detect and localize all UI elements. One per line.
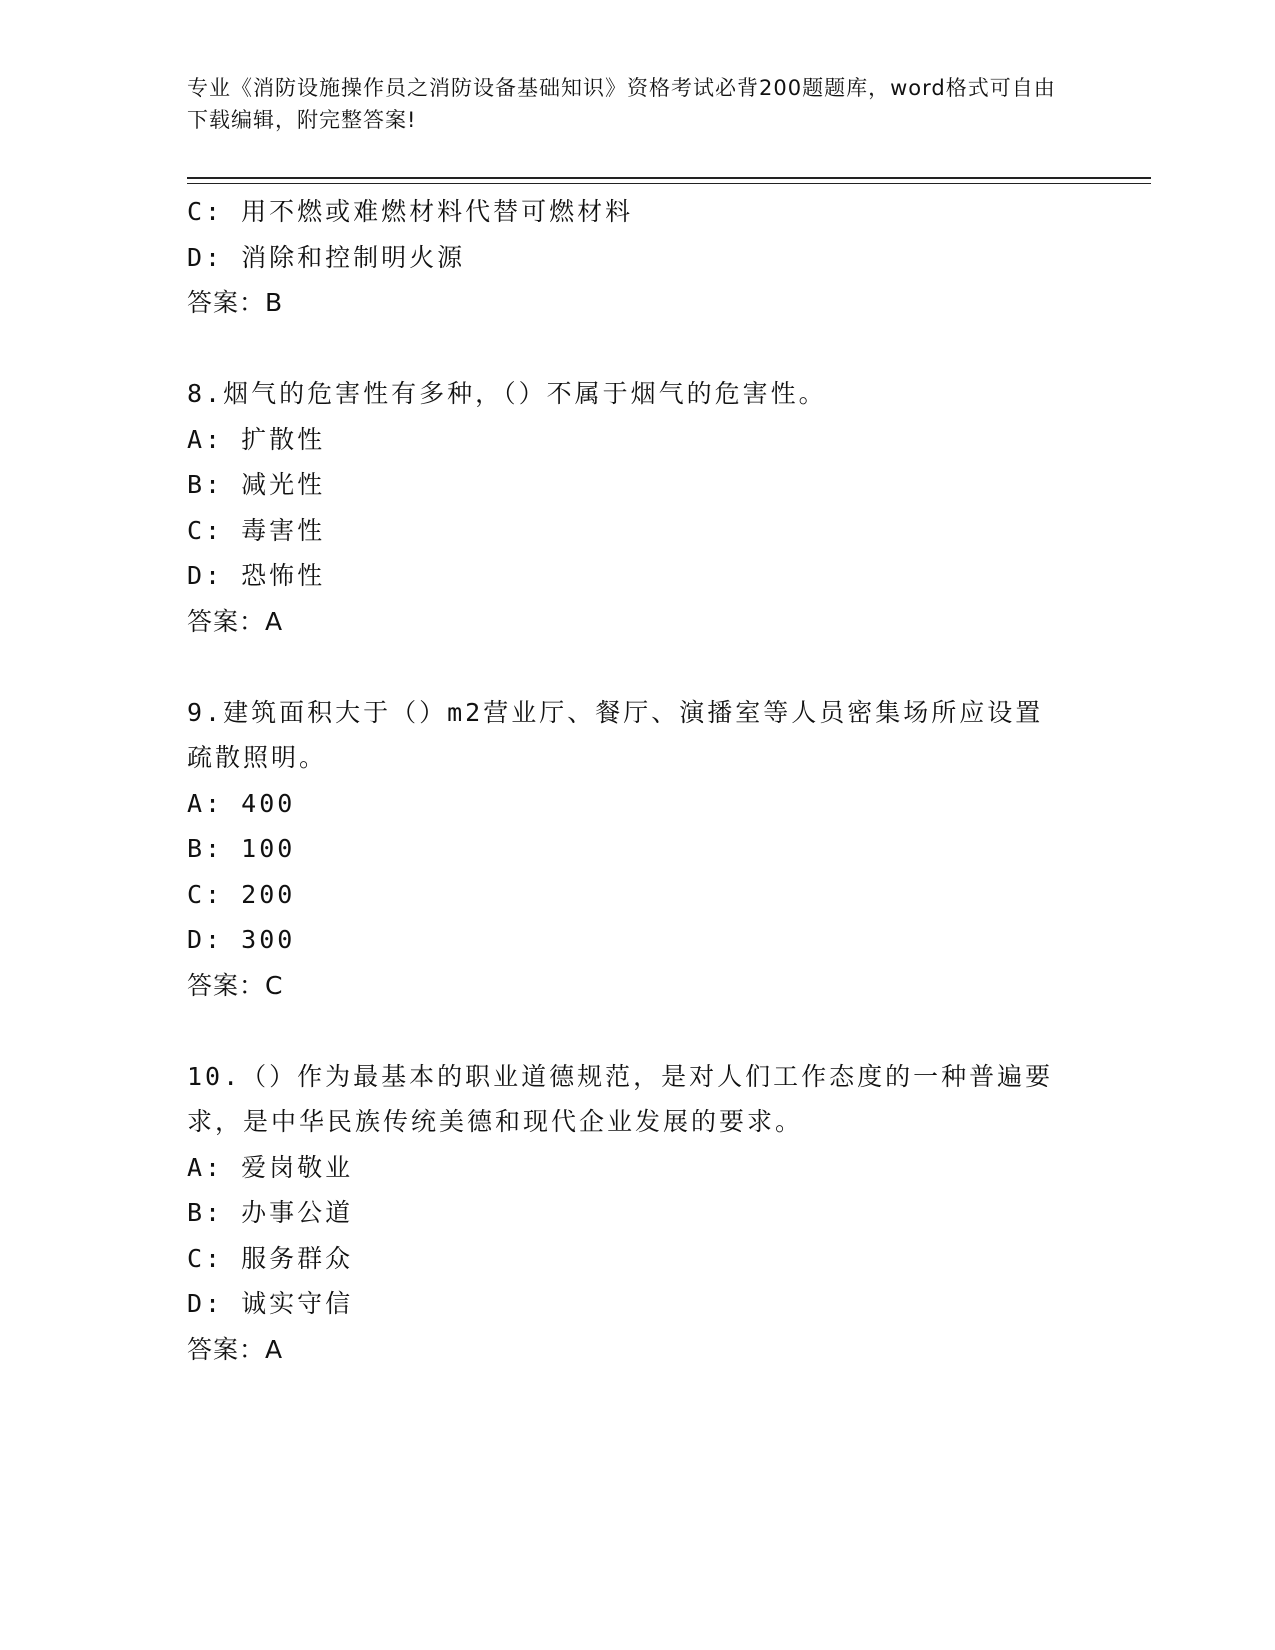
prev-answer: 答案：B <box>187 288 284 317</box>
header-rule-thin <box>187 183 1151 184</box>
option-a: A: 400 <box>187 788 296 818</box>
option-a: A: 爱岗敬业 <box>187 1152 354 1182</box>
header-rule-thick <box>187 177 1151 179</box>
spacer <box>187 644 1087 690</box>
answer: 答案：C <box>187 970 284 1000</box>
question-stem: 10.（）作为最基本的职业道德规范，是对人们工作态度的一种普遍要求，是中华民族传统美德和现代企业发展的要求。 <box>187 1061 1054 1136</box>
question-content <box>187 189 1087 1372</box>
option-b: B: 减光性 <box>187 470 326 499</box>
prev-option-c: C: 用不燃或难燃材料代替可燃材料 <box>187 197 634 226</box>
option-c: C: 服务群众 <box>187 1243 354 1273</box>
answer: 答案：A <box>187 606 284 636</box>
answer: 答案：A <box>187 1334 284 1364</box>
option-d: D: 恐怖性 <box>187 561 326 590</box>
question-10 <box>187 1054 1087 1373</box>
option-c: C: 毒害性 <box>187 515 326 545</box>
spacer <box>187 326 1087 372</box>
option-b: B: 办事公道 <box>187 1198 354 1227</box>
option-c: C: 200 <box>187 879 296 909</box>
option-a: A: 扩散性 <box>187 424 326 454</box>
question-9 <box>187 690 1087 1009</box>
option-d: D: 300 <box>187 925 296 954</box>
document-header: 专业《消防设施操作员之消防设备基础知识》资格考试必背200题题库，word格式可自由下载编辑，附完整答案! <box>187 76 1056 132</box>
question-stem: 9.建筑面积大于（）m2营业厅、餐厅、演播室等人员密集场所应设置疏散照明。 <box>187 697 1044 772</box>
question-stem: 8.烟气的危害性有多种，（）不属于烟气的危害性。 <box>187 379 827 408</box>
question-8 <box>187 371 1087 644</box>
prev-option-d: D: 消除和控制明火源 <box>187 242 466 272</box>
option-d: D: 诚实守信 <box>187 1289 354 1318</box>
option-b: B: 100 <box>187 834 296 863</box>
spacer <box>187 1008 1087 1054</box>
